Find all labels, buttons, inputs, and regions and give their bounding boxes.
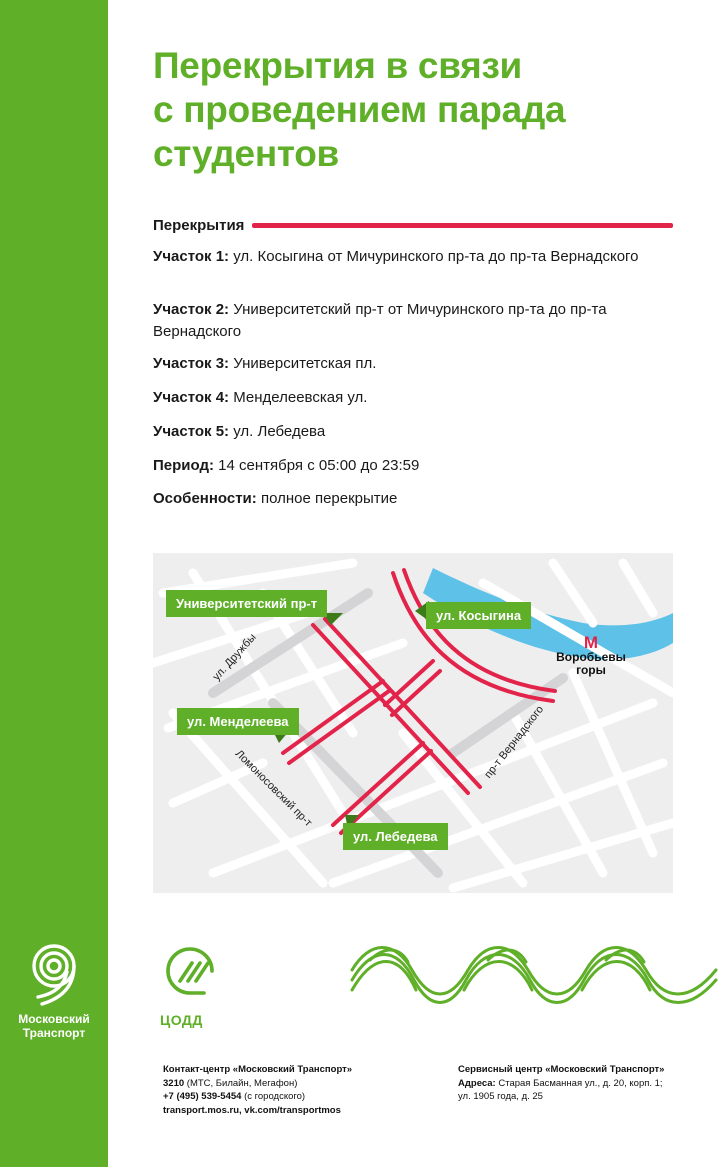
sidebar-brand-line2: Транспорт (22, 1026, 86, 1040)
sidebar-brand-line1: Московский (18, 1012, 90, 1026)
item-label: Участок 3: (153, 355, 230, 372)
short-phone-note: (МТС, Билайн, Мегафон) (184, 1077, 298, 1089)
city-phone-note: (с городского) (241, 1091, 306, 1102)
codd-logo (160, 943, 230, 1028)
city-phone[interactable]: +7 (495) 539-5454 (163, 1091, 242, 1102)
address-label: Адреса: (458, 1077, 496, 1089)
codd-label: ЦОДД (160, 1012, 203, 1028)
tag-kosygina: ул. Косыгина (426, 602, 531, 629)
title-line-3: студентов (153, 133, 339, 174)
contact-center-title: Контакт-центр «Московский Транспорт» (163, 1064, 353, 1075)
tag-universitetsky: Университетский пр-т (166, 590, 327, 617)
tag-lebedeva: ул. Лебедева (343, 823, 448, 850)
closure-item-4 (153, 387, 683, 409)
sidebar-brand-text (10, 1012, 98, 1040)
metro-name-line1: Воробьевы (556, 650, 626, 664)
item-label: Участок 1: (153, 248, 230, 265)
brand-sidebar (0, 0, 108, 1167)
title-line-2: с проведением парада (153, 89, 566, 130)
road-label-vernadskogo: пр-т Вернадского (482, 703, 547, 781)
item-text: полное перекрытие (256, 490, 398, 507)
service-center-info (458, 1063, 718, 1104)
closure-item-3 (153, 353, 683, 375)
item-text: Университетский пр-т от Мичуринского пр-та до пр-та Вернадского (153, 301, 607, 340)
moscow-transport-nine-icon (24, 942, 84, 1008)
item-label: Период: (153, 457, 214, 474)
closure-item-1 (153, 246, 683, 268)
contact-center-info (163, 1063, 433, 1117)
features-item (153, 488, 683, 510)
page-title (153, 44, 673, 176)
period-item (153, 455, 683, 477)
item-label: Участок 5: (153, 423, 230, 440)
short-phone[interactable]: 3210 (163, 1077, 185, 1089)
item-label: Особенности: (153, 490, 257, 507)
item-text: 14 сентября с 05:00 до 23:59 (214, 457, 420, 474)
section-divider (252, 223, 673, 228)
address-line-1: Старая Басманная ул., д. 20, корп. 1; (495, 1077, 663, 1089)
closure-item-2 (153, 299, 683, 343)
road-label-lomonosovsky: Ломоносовский пр-т (232, 747, 315, 830)
metro-station (551, 635, 631, 677)
closure-map (153, 553, 673, 893)
road-label-druzhby: ул. Дружбы (210, 631, 259, 684)
service-center-title: Сервисный центр «Московский Транспорт» (458, 1064, 665, 1075)
item-text: ул. Косыгина от Мичуринского пр-та до пр-та Вернадского (229, 248, 639, 265)
decorative-wave-pattern (350, 940, 720, 1010)
item-text: Менделеевская ул. (229, 389, 368, 406)
metro-name-line2: горы (576, 663, 606, 677)
address-line-2: ул. 1905 года, д. 25 (458, 1091, 543, 1102)
codd-icon (160, 943, 222, 1005)
section-label: Перекрытия (153, 216, 245, 234)
tag-mendeleeva: ул. Менделеева (177, 708, 299, 735)
moscow-transport-logo (10, 942, 98, 1040)
item-text: Университетская пл. (229, 355, 377, 372)
metro-icon: M (583, 633, 599, 652)
item-text: ул. Лебедева (229, 423, 326, 440)
item-label: Участок 2: (153, 301, 230, 318)
closure-item-5 (153, 421, 683, 443)
website-links[interactable]: transport.mos.ru, vk.com/transportmos (163, 1104, 341, 1116)
item-label: Участок 4: (153, 389, 230, 406)
title-line-1: Перекрытия в связи (153, 45, 522, 86)
closures-section-header (153, 214, 673, 236)
